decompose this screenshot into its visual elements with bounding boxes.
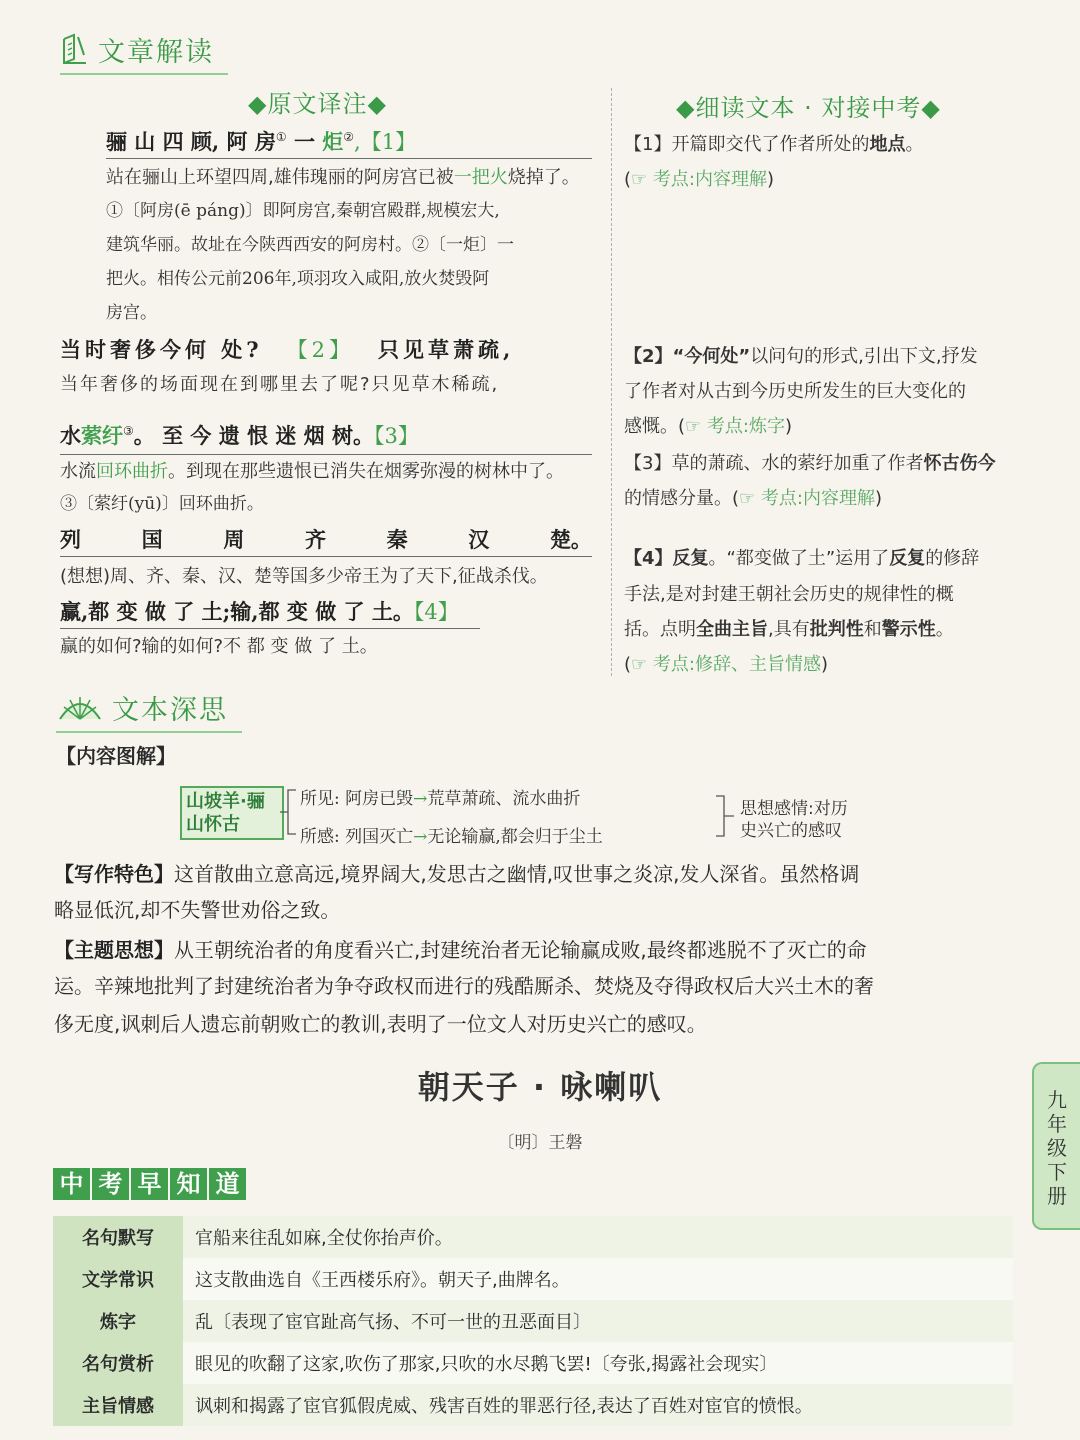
translation-line-2: 当年奢侈的场面现在到哪里去了呢?只见草木稀疏,: [60, 374, 500, 395]
translation-line-5: 赢的如何?输的如何?不 都 变 做 了 土。: [60, 636, 378, 657]
note-line: 把火。相传公元前206年,项羽攻入咸阳,放火焚毁阿: [106, 269, 490, 289]
table-row: 主旨情感 讽刺和揭露了宦官狐假虎威、残害百姓的罪恶行径,表达了百姓对宦官的愤恨。: [53, 1384, 1013, 1426]
bracket-left: [278, 786, 302, 838]
diagram-topic-box: 山坡羊·骊山怀古: [180, 786, 284, 840]
column-divider: [611, 88, 612, 676]
original-line-4: 列 国 周 齐 秦 汉 楚。: [60, 527, 592, 552]
translation-line-3: 水流回环曲折。到现在那些遗恨已消失在烟雾弥漫的树林中了。: [60, 461, 564, 482]
section-title: 文章解读: [98, 37, 214, 68]
column-title-left: ◆原文译注◆: [248, 90, 387, 118]
original-line-3: 水萦纡③。 至 今 遗 恨 迷 烟 树。【3】: [60, 423, 419, 448]
hand-icon: ☞: [739, 488, 761, 509]
rule: [60, 454, 592, 455]
table-row: 文学常识 这支散曲选自《王西楼乐府》。朝天子,曲牌名。: [53, 1258, 1013, 1300]
annotation-2: 【2】“今何处”以问句的形式,引出下文,抒发: [624, 346, 978, 367]
table-row: 名句赏析 眼见的吹翻了这家,吹伤了那家,只吹的水尽鹅飞罢!〔夸张,揭露社会现实〕: [53, 1342, 1013, 1384]
arrow-icon: →: [413, 827, 428, 847]
book-icon: [60, 33, 90, 67]
translation-line-4: (想想)周、齐、秦、汉、楚等国多少帝王为了天下,征战杀伐。: [60, 566, 548, 587]
annotation-2-line: 了作者对从古到今历史所发生的巨大变化的: [624, 381, 966, 402]
original-line-2: 当时奢侈今何 处? 【2】 只见草萧疏,: [60, 337, 515, 362]
note-line: ③〔萦纡(yū)〕回环曲折。: [60, 494, 264, 514]
note-line: ①〔阿房(ē páng)〕即阿房宫,秦朝宫殿群,规模宏大,: [106, 201, 500, 221]
theme-idea: 【主题思想】从王朝统治者的角度看兴亡,封建统治者无论输赢成败,最终都逃脱不了灭亡的命: [54, 938, 867, 962]
note-line: 房宫。: [106, 303, 157, 323]
annotation-3-line: 的情感分量。(☞ 考点:内容理解): [624, 488, 882, 509]
grade-side-tab[interactable]: [1032, 1062, 1080, 1230]
exam-preview-table: [53, 1216, 1013, 1426]
table-row: 炼字 乱〔表现了宦官趾高气扬、不可一世的丑恶面目〕: [53, 1300, 1013, 1342]
annotation-4-line: 括。点明全曲主旨,具有批判性和警示性。: [624, 619, 954, 640]
rule: [60, 628, 480, 629]
rule: [60, 556, 592, 557]
annotation-3: 【3】草的萧疏、水的萦纡加重了作者怀古伤今: [624, 453, 996, 474]
diagram-seen: 所见: 阿房已毁→荒草萧疏、流水曲折: [300, 789, 581, 809]
rule: [106, 158, 592, 159]
annotation-1: 【1】开篇即交代了作者所处的地点。: [624, 134, 924, 155]
divider: [56, 731, 242, 733]
divider: [60, 73, 228, 75]
writing-features: 【写作特色】这首散曲立意高远,境界阔大,发思古之幽情,叹世事之炎凉,发人深省。虽然格调: [54, 862, 860, 886]
annotation-4: 【4】反复。“都变做了土”运用了反复的修辞: [624, 548, 980, 569]
poem-title: 朝天子 · 咏喇叭: [417, 1068, 663, 1106]
original-line-5: 赢,都 变 做 了 土;输,都 变 做 了 土。【4】: [60, 599, 459, 624]
section-title: 文本深思: [112, 695, 228, 726]
column-title-right: ◆细读文本 · 对接中考◆: [676, 94, 941, 122]
annotation-4-line: 手法,是对封建王朝社会历史的规律性的概: [624, 584, 954, 605]
translation-line-1: 站在骊山上环望四周,雄伟瑰丽的阿房宫已被一把火烧掉了。: [106, 167, 580, 188]
writing-features-line: 略显低沉,却不失警世劝俗之致。: [54, 898, 341, 922]
bracket-right: [712, 792, 738, 840]
exam-point: (☞ 考点:内容理解): [624, 169, 774, 190]
hand-icon: ☞: [631, 654, 653, 675]
original-line-1: 骊 山 四 顾, 阿 房① 一 炬②,【1】: [106, 129, 417, 154]
theme-idea-line: 侈无度,讽刺后人遗忘前朝败亡的教训,表明了一位文人对历史兴亡的感叹。: [54, 1012, 707, 1036]
section-header-reflection: [56, 688, 228, 727]
fan-icon: [56, 693, 104, 723]
exam-preview-title: 中 考 早 知 道: [53, 1168, 246, 1200]
table-row: 名句默写 官船来往乱如麻,全仗你抬声价。: [53, 1216, 1013, 1258]
side-tab-label: 九年级下册: [1047, 1088, 1067, 1208]
hand-icon: ☞: [685, 416, 707, 437]
section-header-article: [60, 30, 214, 69]
diagram-heading: 【内容图解】: [56, 744, 176, 768]
annotation-2-line: 感慨。(☞ 考点:炼字): [624, 416, 792, 437]
note-line: 建筑华丽。故址在今陕西西安的阿房村。②〔一炬〕一: [106, 235, 514, 255]
hand-icon: ☞: [631, 169, 653, 190]
diagram-felt: 所感: 列国灭亡→无论输赢,都会归于尘土: [300, 827, 603, 847]
poem-author: 〔明〕王磐: [497, 1133, 583, 1153]
theme-idea-line: 运。辛辣地批判了封建统治者为争夺政权而进行的残酷厮杀、焚烧及夺得政权后大兴土木的奢: [54, 974, 874, 998]
diagram-result: 思想感情:对历: [740, 799, 848, 819]
arrow-icon: →: [413, 789, 428, 809]
diagram-result: 史兴亡的感叹: [740, 821, 842, 841]
exam-point: (☞ 考点:修辞、主旨情感): [624, 654, 828, 675]
